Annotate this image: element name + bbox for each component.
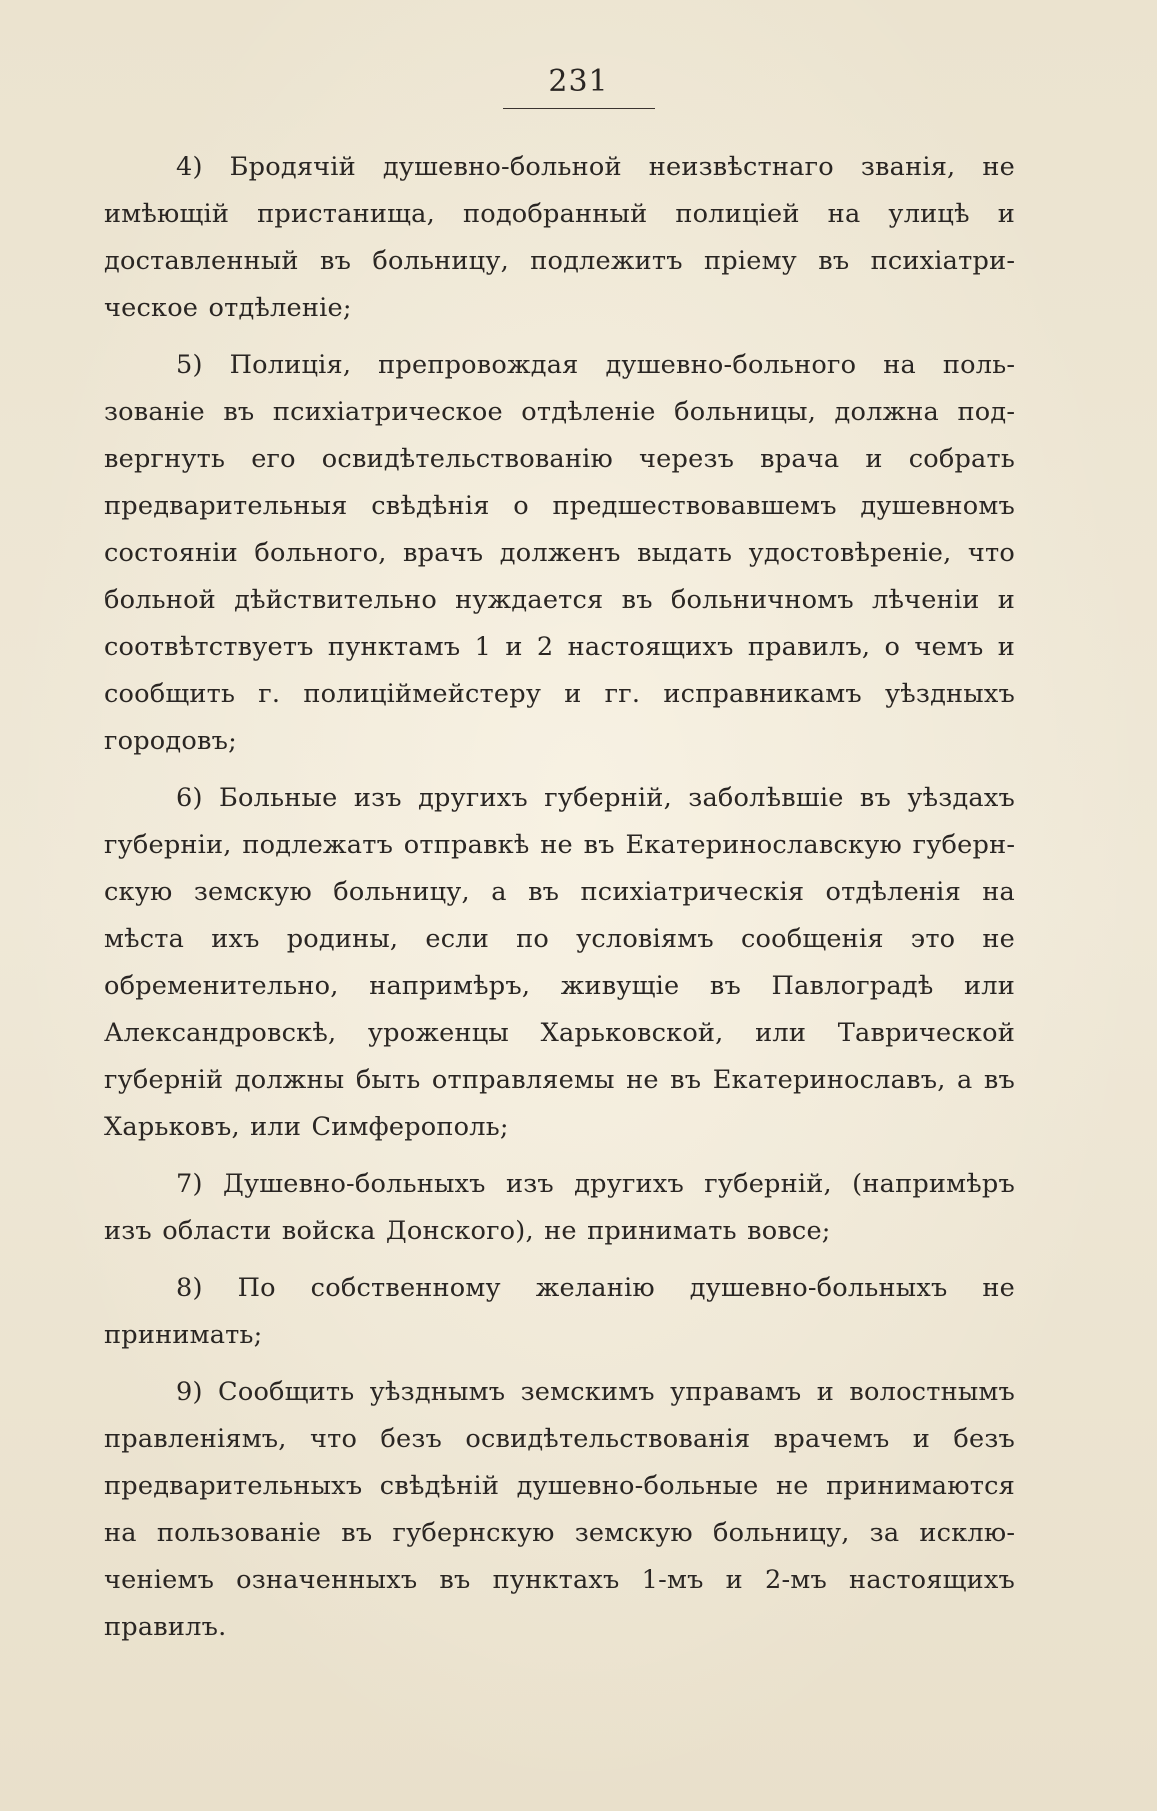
paragraph-item-6: 6) Больные изъ другихъ губерній, заболѣвшіе въ уѣздахъ губерніи, подлежатъ отправкѣ не въ Екатеринославскую губернскую земскую больницу, а въ психіатрическія отдѣленія на мѣста ихъ родины, если по условіямъ сообщенія это не обременительно, напримѣръ, живущіе въ Павлоградѣ или Александровскѣ, уроженцы Харьковской, или Таврической губерній должны быть отправляемы не въ Екатеринославъ, а въ Харьковъ, или Симферополь; <box>104 783 1015 1142</box>
header-rule <box>503 108 655 109</box>
paragraph-item-5: 5) Полиція, препровождая душевно-больного на пользованіе въ психіатрическое отдѣленіе больницы, должна подвергнуть его освидѣтельствованію черезъ врача и собрать предварительныя свѣдѣнія о предшествовавшемъ душевномъ состояніи больного, врачъ долженъ выдать удостовѣреніе, что больной дѣйствительно нуждается въ больничномъ лѣченіи и соотвѣтствуетъ пунктамъ 1 и 2 настоящихъ правилъ, о чемъ и сообщить г. полиціймейстеру и гг. исправникамъ уѣздныхъ городовъ; <box>104 350 1015 756</box>
paragraph-item-9: 9) Сообщить уѣзднымъ земскимъ управамъ и волостнымъ правленіямъ, что безъ освидѣтельствованія врачемъ и безъ предварительныхъ свѣдѣній душевно-больные не принимаются на пользованіе въ губернскую земскую больницу, за исключеніемъ означенныхъ въ пунктахъ 1-мъ и 2-мъ настоящихъ правилъ. <box>104 1377 1015 1642</box>
page-header <box>0 62 1157 109</box>
page-number: 231 <box>548 64 609 99</box>
paragraph-item-8: 8) По собственному желанію душевно-больныхъ не принимать; <box>104 1273 1015 1350</box>
paragraph-item-4: 4) Бродячій душевно-больной неизвѣстнаго званія, не имѣющій пристанища, подобранный полиціей на улицѣ и доставленный въ больницу, подлежитъ пріему въ психіатрическое отдѣленіе; <box>104 152 1015 323</box>
paragraph-item-7: 7) Душевно-больныхъ изъ другихъ губерній, (напримѣръ изъ области войска Донского), не принимать вовсе; <box>104 1169 1015 1246</box>
body-text <box>104 144 1015 1661</box>
